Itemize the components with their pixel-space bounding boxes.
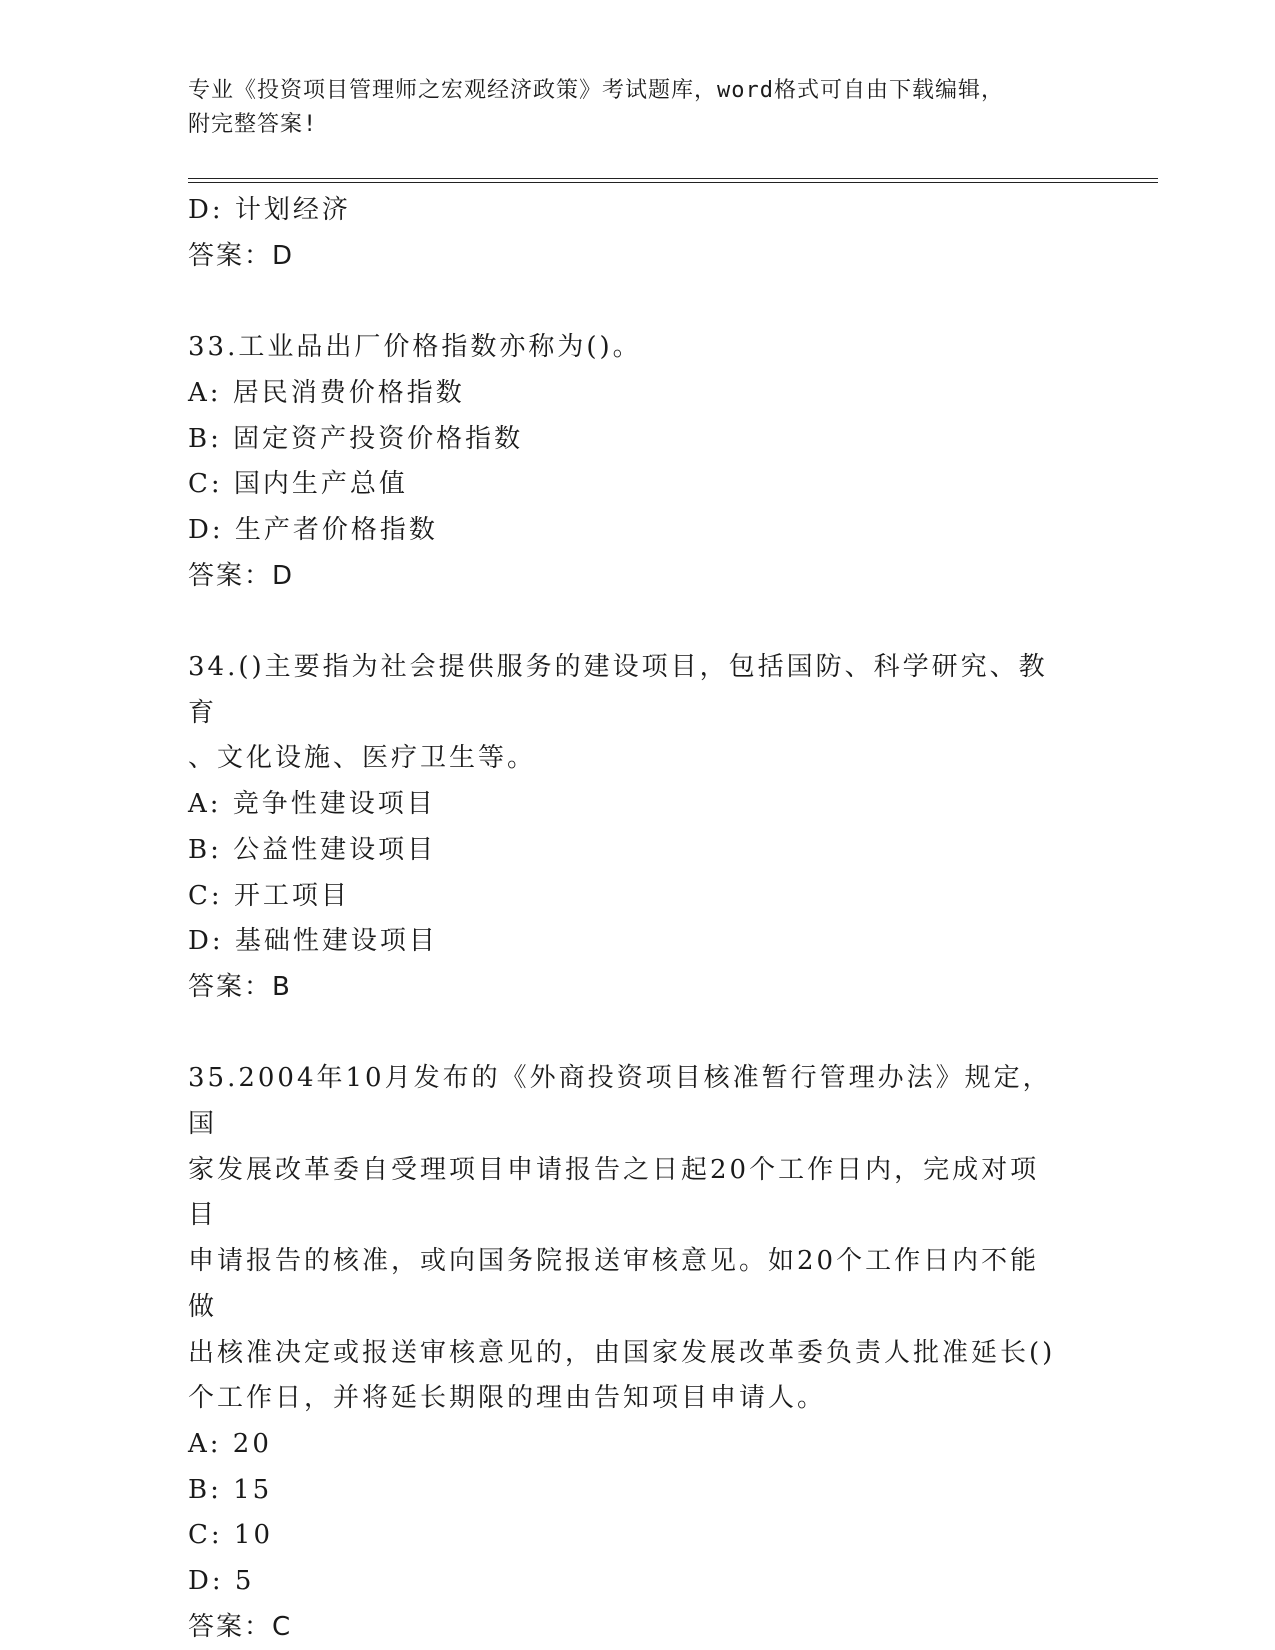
question-35-stem-line-1: 35.2004年10月发布的《外商投资项目核准暂行管理办法》规定，国: [188, 1063, 1052, 1140]
question-35-stem-line-3: 申请报告的核准，或向国务院报送审核意见。如20个工作日内不能做: [188, 1246, 1040, 1322]
question-34-option-b: B: 公益性建设项目: [188, 834, 437, 865]
header-double-rule: [188, 178, 1158, 183]
question-35-option-c: C: 10: [188, 1520, 274, 1551]
prev-answer: 答案：D: [188, 240, 295, 271]
question-35-option-b: B: 15: [188, 1474, 273, 1505]
spacer: [188, 1011, 1068, 1057]
question-34: [188, 645, 1068, 1011]
question-33: [188, 325, 1068, 599]
document-header: [188, 74, 1068, 142]
question-33-option-b: B: 固定资产投资价格指数: [188, 423, 524, 454]
question-34-option-d: D: 基础性建设项目: [188, 926, 438, 957]
question-35-stem-line-5: 个工作日，并将延长期限的理由告知项目申请人。: [188, 1383, 827, 1414]
question-35-stem-line-4: 出核准决定或报送审核意见的，由国家发展改革委负责人批准延长(): [188, 1337, 1056, 1368]
prev-option-d: D: 计划经济: [188, 195, 351, 225]
question-content: [188, 188, 1068, 1650]
question-34-stem-line-1: 34.()主要指为社会提供服务的建设项目，包括国防、科学研究、教育: [188, 652, 1048, 728]
question-35-stem-line-2: 家发展改革委自受理项目申请报告之日起20个工作日内，完成对项目: [188, 1154, 1040, 1231]
question-34-option-a: A: 竞争性建设项目: [188, 789, 436, 820]
question-33-option-a: A: 居民消费价格指数: [188, 377, 465, 408]
question-33-answer: 答案：D: [188, 560, 295, 591]
question-35-answer: 答案：C: [188, 1611, 293, 1642]
question-35-option-a: A: 20: [188, 1428, 272, 1459]
document-page: [188, 0, 1158, 1650]
question-33-option-c: C: 国内生产总值: [188, 469, 408, 500]
question-33-option-d: D: 生产者价格指数: [188, 514, 438, 545]
spacer: [188, 279, 1068, 325]
question-35-option-d: D: 5: [188, 1566, 255, 1597]
question-34-answer: 答案：B: [188, 971, 292, 1002]
header-line-2: 附完整答案!: [188, 112, 318, 137]
question-33-stem: 33.工业品出厂价格指数亦称为()。: [188, 332, 642, 363]
question-34-option-c: C: 开工项目: [188, 880, 350, 911]
question-35: [188, 1056, 1068, 1650]
question-34-stem-line-2: 、文化设施、医疗卫生等。: [188, 743, 537, 774]
spacer: [188, 599, 1068, 645]
header-line-1: 专业《投资项目管理师之宏观经济政策》考试题库，word格式可自由下载编辑，: [188, 78, 1004, 103]
